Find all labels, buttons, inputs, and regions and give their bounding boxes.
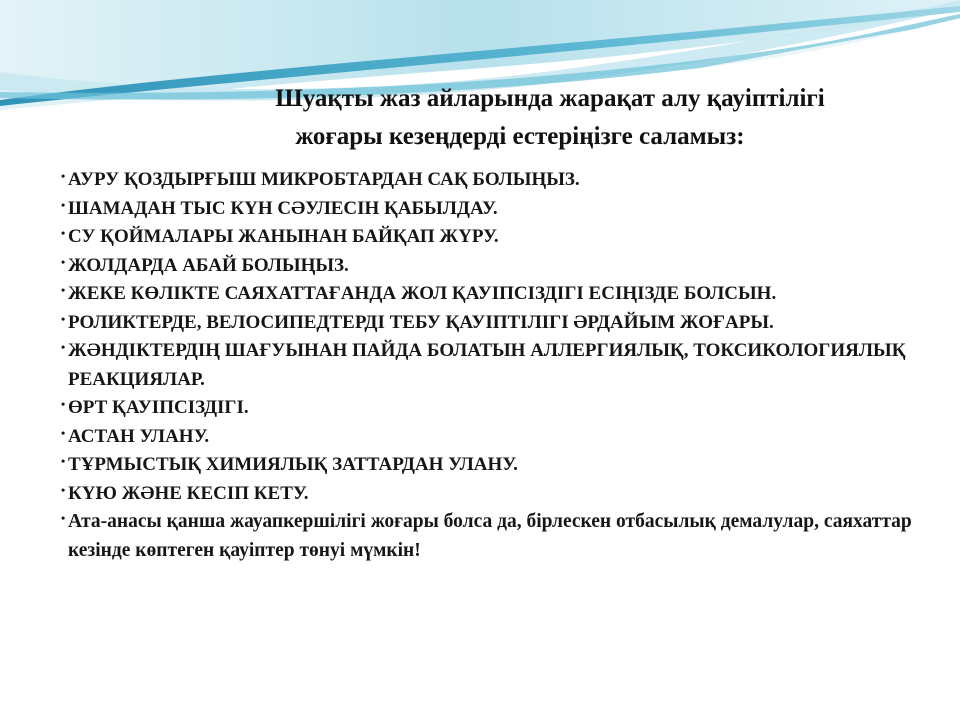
bullet-dot-icon: •	[61, 197, 66, 212]
bullet-dot-icon: •	[61, 169, 66, 183]
list-item: • АСТАН УЛАНУ.	[62, 423, 912, 452]
slide-title-line-2: жоғары кезеңдерді естеріңізге саламыз:	[295, 123, 745, 150]
bullet-dot-icon: •	[61, 340, 66, 354]
safety-bullet-list	[62, 166, 912, 565]
bullet-dot-icon: •	[61, 283, 66, 297]
slide-title-line-1: Шуақты жаз айларында жарақат алу қауіптілігі	[275, 85, 825, 112]
bullet-dot-icon: •	[61, 226, 66, 240]
list-item: • ЖЕКЕ КӨЛІКТЕ САЯХАТТАҒАНДА ЖОЛ ҚАУІПСІЗДІГІ ЕСІҢІЗДЕ БОЛСЫН.	[62, 280, 912, 309]
bullet-dot-icon: •	[61, 254, 66, 269]
list-item-closing-note: • Ата-анасы қанша жауапкершілігі жоғары болса да, бірлескен отбасылық демалулар, саяхаттар кезінде көптеген қауіптер төнуі мүмкін!	[62, 508, 912, 565]
bullet-dot-icon: •	[61, 425, 66, 440]
list-item: • ШАМАДАН ТЫС КҮН СӘУЛЕСІН ҚАБЫЛДАУ.	[62, 195, 912, 224]
list-item: • СУ ҚОЙМАЛАРЫ ЖАНЫНАН БАЙҚАП ЖҮРУ.	[62, 223, 912, 252]
bullet-dot-icon: •	[61, 311, 66, 326]
list-item: • ӨРТ ҚАУІПСІЗДІГІ.	[62, 394, 912, 423]
list-item: • РОЛИКТЕРДЕ, ВЕЛОСИПЕДТЕРДІ ТЕБУ ҚАУІПТІЛІГІ ӘРДАЙЫМ ЖОҒАРЫ.	[62, 309, 912, 338]
bullet-dot-icon: •	[61, 397, 66, 411]
bullet-dot-icon: •	[61, 482, 66, 497]
list-item: • КҮЮ ЖӘНЕ КЕСІП КЕТУ.	[62, 480, 912, 509]
list-item: • ЖӘНДІКТЕРДІҢ ШАҒУЫНАН ПАЙДА БОЛАТЫН АЛЛЕРГИЯЛЫҚ, ТОКСИКОЛОГИЯЛЫҚ РЕАКЦИЯЛАР.	[62, 337, 912, 394]
bullet-dot-icon: •	[61, 511, 66, 525]
slide-title	[110, 80, 930, 156]
list-item: • ЖОЛДАРДА АБАЙ БОЛЫҢЫЗ.	[62, 252, 912, 281]
list-item: • ТҰРМЫСТЫҚ ХИМИЯЛЫҚ ЗАТТАРДАН УЛАНУ.	[62, 451, 912, 480]
list-item: • АУРУ ҚОЗДЫРҒЫШ МИКРОБТАРДАН САҚ БОЛЫҢЫЗ.	[62, 166, 912, 195]
bullet-dot-icon: •	[61, 454, 66, 468]
